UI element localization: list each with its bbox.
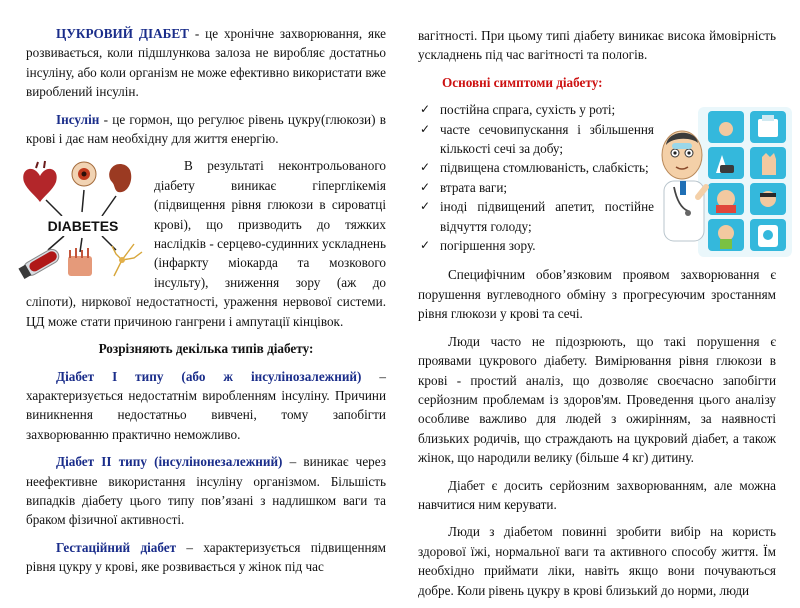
gestational-continuation: вагітності. При цьому типі діабету виникає висока ймовірність ускладнень під час вагітності та пологів.: [418, 28, 776, 63]
checkmark-icon: ✓: [420, 121, 431, 136]
doctor-icon: [662, 131, 706, 241]
list-item: ✓ іноді підвищений апетит, постійне відчуття голоду;: [420, 199, 654, 234]
kidney-icon: [109, 164, 131, 192]
gestational-paragraph: Гестаційний діабет – характеризується підвищенням рівня цукру у крові, яке розвивається у жінок під час: [26, 539, 386, 575]
heart-icon: [23, 169, 56, 202]
type2-term: Діабет ІІ типу (інсулінонезалежний): [56, 454, 283, 470]
list-item: ✓ втрата ваги;: [418, 178, 654, 197]
types-heading: Розрізняють декілька типів діабету:: [98, 341, 314, 357]
insulin-paragraph: Інсулін - це гормон, що регулює рівень цукру(глюкози) в крові і дає нам необхідну для життя енергію.: [26, 111, 386, 147]
list-item: ✓ підвищена стомлюваність, слабкість;: [418, 158, 654, 177]
blood-tube-icon: [18, 247, 61, 280]
consequences-paragraph: В результаті неконтрольованого діабету виникає гіперглікемія (підвищення рівня глюкози в сироватці крові), що призводить до тяжких наслідків - серцево-судинних ускладнень (інфаркту міокарда та мозкового інсульту), зниження зору (аж до сліпоти), ниркової недостатності, ураження нервової системи. ЦД може стати причиною гангрени і ампутації кінцівок.: [26, 158, 386, 329]
checkmark-icon: ✓: [420, 199, 431, 214]
nerve-icon: [112, 244, 142, 276]
specific-paragraph: Специфічним обов’язковим проявом захворювання є порушення вуглеводного обміну з прогресуючим зростанням рівня глюкози у крові та сечі.: [418, 267, 776, 322]
serious-paragraph: Діабет є досить серйозним захворюванням, але можна навчитися ним керувати.: [418, 477, 776, 512]
list-item: ✓ погіршення зору.: [418, 236, 654, 255]
right-column: [418, 26, 776, 608]
doctor-symptoms-illustration: [658, 107, 792, 257]
diabetes-term: ЦУКРОВИЙ ДІАБЕТ: [56, 26, 189, 41]
checkmark-icon: ✓: [420, 160, 431, 175]
gestational-term: Гестаційний діабет: [56, 539, 177, 555]
diabetes-label: DIABETES: [47, 218, 119, 235]
definition-paragraph: ЦУКРОВИЙ ДІАБЕТ - це хронічне захворювання, яке розвивається, коли підшлункова залоза не виробляє достатньо інсуліну, або коли організм не може ефективно використати вже вироблений інсулін.: [26, 26, 386, 100]
insulin-term: Інсулін: [56, 111, 100, 127]
left-column: [26, 24, 386, 585]
checkmark-icon: ✓: [420, 102, 431, 117]
diabetes-complications-illustration: [18, 158, 146, 280]
symptoms-heading: Основні симптоми діабету:: [442, 74, 603, 90]
checkmark-icon: ✓: [420, 238, 431, 253]
list-item: ✓ постійна спрага, сухість у роті;: [418, 100, 654, 119]
checkmark-icon: ✓: [420, 179, 431, 194]
symptoms-list: [418, 100, 654, 255]
type1-paragraph: Діабет І типу (або ж інсулінозалежний) – характеризується недостатнім виробленням інсуліну. Причини виникнення недостатньо вивчені, тому запобігти захворюванню практично неможливо.: [26, 368, 387, 442]
choice-paragraph: Люди з діабетом повинні зробити вибір на користь здорової їжі, нормальної ваги та активного способу життя. Їм необхідно приймати ліки, навіть якщо вони почуваються добре. Коли рівень цукру в крові близький до норми, люди: [418, 524, 776, 598]
list-item: ✓ часте сечовипускання і збільшення кількості сечі за добу;: [420, 121, 654, 157]
people-paragraph: Люди часто не підозрюють, що такі порушення є проявами цукрового діабету. Вимірювання рівня глюкози в крові - простий аналіз, що дозволяє своєчасно запобігти серйозним проблемам із здоров'ям. Проведення цього аналізу особливе важливо для людей з ожирінням, за наявності близьких родичів, що страждають на цукровий діабет, а також жінок, що народили велику (більше 4 кг) дитину.: [418, 333, 776, 466]
type2-paragraph: Діабет ІІ типу (інсулінонезалежний) – виникає через неефективне використання інсуліну організмом. Більшість випадків діабету цього типу пов’язані з надлишком ваги та браком фізичної активності.: [26, 454, 386, 528]
symptoms-section: [418, 73, 776, 256]
tissue-icon: [68, 256, 92, 276]
type1-term: Діабет І типу (або ж інсулінозалежний): [56, 368, 362, 384]
